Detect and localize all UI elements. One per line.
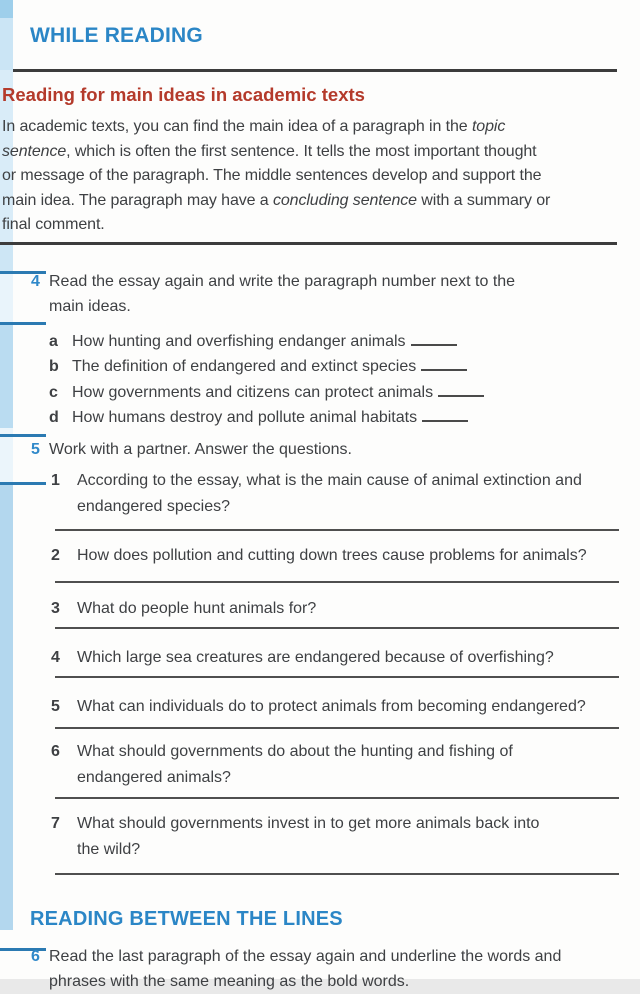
explanation-box-title: Reading for main ideas in academic texts [2, 84, 365, 105]
item-text: The definition of endangered and extinct species [72, 358, 417, 376]
answer-line[interactable] [55, 797, 619, 799]
question-text: What do people hunt animals for? [77, 600, 317, 617]
question-text: What should governments invest in to get more animals back into the wild? [77, 815, 540, 858]
item-text: How hunting and overfishing endanger animals [72, 333, 406, 350]
margin-strip-segment [0, 18, 13, 70]
question-3 [51, 596, 316, 622]
section-title-reading-between-the-lines: READING BETWEEN THE LINES [30, 908, 343, 930]
margin-tick [0, 322, 46, 325]
answer-blank[interactable] [421, 355, 467, 371]
explanation-line: sentence, which is often the first sentence. It tells the most important thought [2, 142, 537, 160]
exercise-4 [31, 269, 515, 319]
question-number: 5 [51, 698, 60, 715]
question-number: 7 [51, 815, 60, 832]
list-item-b [49, 354, 484, 379]
question-2 [51, 543, 587, 569]
question-7 [51, 811, 539, 862]
question-number: 2 [51, 547, 60, 564]
item-letter: a [49, 333, 58, 350]
answer-blank[interactable] [438, 381, 484, 397]
exercise-5-instruction: Work with a partner. Answer the questions. [49, 441, 352, 458]
item-text: How humans destroy and pollute animal habitats [72, 408, 418, 426]
item-letter: d [49, 408, 59, 426]
explanation-line: or message of the paragraph. The middle sentences develop and support the [2, 167, 542, 185]
question-number: 6 [51, 743, 60, 760]
answer-line[interactable] [55, 676, 619, 678]
list-item-a [49, 329, 484, 354]
margin-tick [0, 482, 46, 485]
margin-strip-segment [0, 245, 13, 272]
exercise-5-number: 5 [31, 441, 40, 458]
question-6 [51, 739, 513, 790]
list-item-d [49, 405, 484, 430]
margin-strip-segment [0, 272, 13, 325]
margin-strip-segment [0, 325, 13, 428]
question-text: What should governments do about the hunting and fishing of endangered animals? [77, 743, 513, 786]
explanation-line: final comment. [2, 216, 105, 234]
margin-strip-segment [0, 0, 13, 18]
exercise-6 [31, 944, 561, 994]
list-item-c [49, 380, 484, 405]
answer-line[interactable] [55, 727, 619, 729]
answer-line[interactable] [55, 627, 619, 629]
item-letter: b [49, 358, 59, 376]
question-text: Which large sea creatures are endangered because of overfishing? [77, 649, 554, 666]
question-1 [51, 468, 582, 519]
item-letter: c [49, 383, 58, 401]
question-number: 1 [51, 472, 60, 489]
question-4 [51, 645, 554, 671]
question-number: 4 [51, 649, 60, 666]
answer-blank[interactable] [422, 406, 468, 422]
answer-blank[interactable] [411, 330, 457, 346]
explanation-line: In academic texts, you can find the main idea of a paragraph in the topic [2, 118, 506, 135]
answer-line[interactable] [55, 873, 619, 875]
exercise-4-items [49, 329, 484, 430]
answer-line[interactable] [55, 529, 619, 531]
exercise-4-instruction: Read the essay again and write the paragraph number next to the main ideas. [49, 273, 516, 315]
margin-strip-segment [0, 484, 13, 930]
item-text: How governments and citizens can protect animals [72, 383, 434, 401]
question-5 [51, 694, 586, 720]
question-text: What can individuals do to protect animals from becoming endangered? [77, 698, 586, 715]
horizontal-rule [13, 69, 617, 72]
explanation-line: main idea. The paragraph may have a concluding sentence with a summary or [2, 191, 551, 209]
exercise-6-number: 6 [31, 948, 40, 965]
question-text: How does pollution and cutting down trees cause problems for animals? [77, 547, 587, 564]
question-number: 3 [51, 600, 60, 617]
exercise-6-instruction: Read the last paragraph of the essay again and underline the words and phrases with the same meaning as the bold words. [49, 948, 562, 990]
question-text: According to the essay, what is the main cause of animal extinction and endangered species? [77, 472, 582, 515]
explanation-box-body [2, 115, 550, 238]
horizontal-rule [0, 242, 617, 245]
section-title-while-reading: WHILE READING [30, 24, 203, 47]
exercise-4-number: 4 [31, 273, 40, 290]
answer-line[interactable] [55, 581, 619, 583]
exercise-5 [31, 437, 352, 462]
